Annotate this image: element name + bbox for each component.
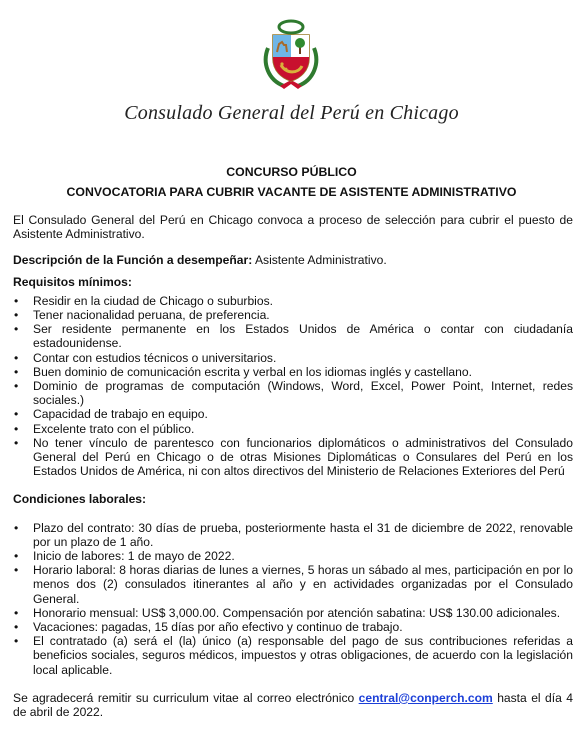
closing-text-before: Se agradecerá remitir su curriculum vitae al correo electrónico — [13, 690, 359, 705]
title-line-1: CONCURSO PÚBLICO — [226, 165, 357, 179]
list-item: • Tener nacionalidad peruana, de preferencia. — [13, 308, 573, 322]
list-item: • Inicio de labores: 1 de mayo de 2022. — [13, 549, 573, 563]
conditions-list — [13, 521, 573, 677]
document-body — [13, 213, 573, 719]
requirements-list — [13, 294, 573, 479]
list-item: • Excelente trato con el público. — [13, 422, 573, 436]
list-item: • No tener vínculo de parentesco con funcionarios diplomáticos o administrativos del Consulado General del Perú en Chicago o de otras Misiones Diplomáticas o Consulares del Perú en los Estados Unidos de América, ni con altos directivos del Ministerio de Relaciones Exteriores del Perú — [13, 436, 573, 479]
list-item: • Contar con estudios técnicos o universitarios. — [13, 351, 573, 365]
list-item: • Horario laboral: 8 horas diarias de lunes a viernes, 5 horas un sábado al mes, participación en por lo menos dos (2) consulados itinerantes al año y en actividades organizadas por el Consulado General. — [13, 563, 573, 606]
list-item: • Plazo del contrato: 30 días de prueba, posteriormente hasta el 31 de diciembre de 2022, renovable por un plazo de 1 año. — [13, 521, 573, 549]
closing-text-after: hasta el día 4 de abril de 2022. — [13, 690, 573, 720]
peru-coat-of-arms-icon — [258, 18, 324, 90]
title-line-2: CONVOCATORIA PARA CUBRIR VACANTE DE ASISTENTE ADMINISTRATIVO — [66, 185, 517, 199]
function-description — [13, 253, 573, 267]
intro-paragraph: El Consulado General del Perú en Chicago convoca a proceso de selección para cubrir el puesto de Asistente Administrativo. — [13, 213, 573, 242]
function-description-value: Asistente Administrativo. — [252, 253, 387, 268]
list-item: • Residir en la ciudad de Chicago o suburbios. — [13, 294, 573, 308]
list-item: • Dominio de programas de computación (Windows, Word, Excel, Power Point, Internet, redes sociales.) — [13, 379, 573, 407]
list-item: • Honorario mensual: US$ 3,000.00. Compensación por atención sabatina: US$ 130.00 adicionales. — [13, 606, 573, 620]
list-item: • Vacaciones: pagadas, 15 días por año efectivo y continuo de trabajo. — [13, 620, 573, 634]
email-link[interactable]: central@conperch.com — [358, 690, 493, 705]
consulate-name-header: Consulado General del Perú en Chicago — [124, 102, 459, 124]
requirements-heading: Requisitos mínimos: — [13, 274, 132, 289]
list-item: • Ser residente permanente en los Estados Unidos de América o contar con ciudadanía estadounidense. — [13, 322, 573, 350]
document-titles — [0, 162, 583, 202]
list-item: • Capacidad de trabajo en equipo. — [13, 407, 573, 421]
function-description-label: Descripción de la Función a desempeñar: — [13, 253, 253, 268]
list-item: • El contratado (a) será el (la) único (a) responsable del pago de sus contribuciones referidas a beneficios sociales, seguros médicos, impuestos y otras obligaciones, de acuerdo con la legislación local aplicable. — [13, 634, 573, 677]
closing-paragraph — [13, 691, 573, 719]
conditions-heading: Condiciones laborales: — [13, 492, 147, 507]
list-item: • Buen dominio de comunicación escrita y verbal en los idiomas inglés y castellano. — [13, 365, 573, 379]
